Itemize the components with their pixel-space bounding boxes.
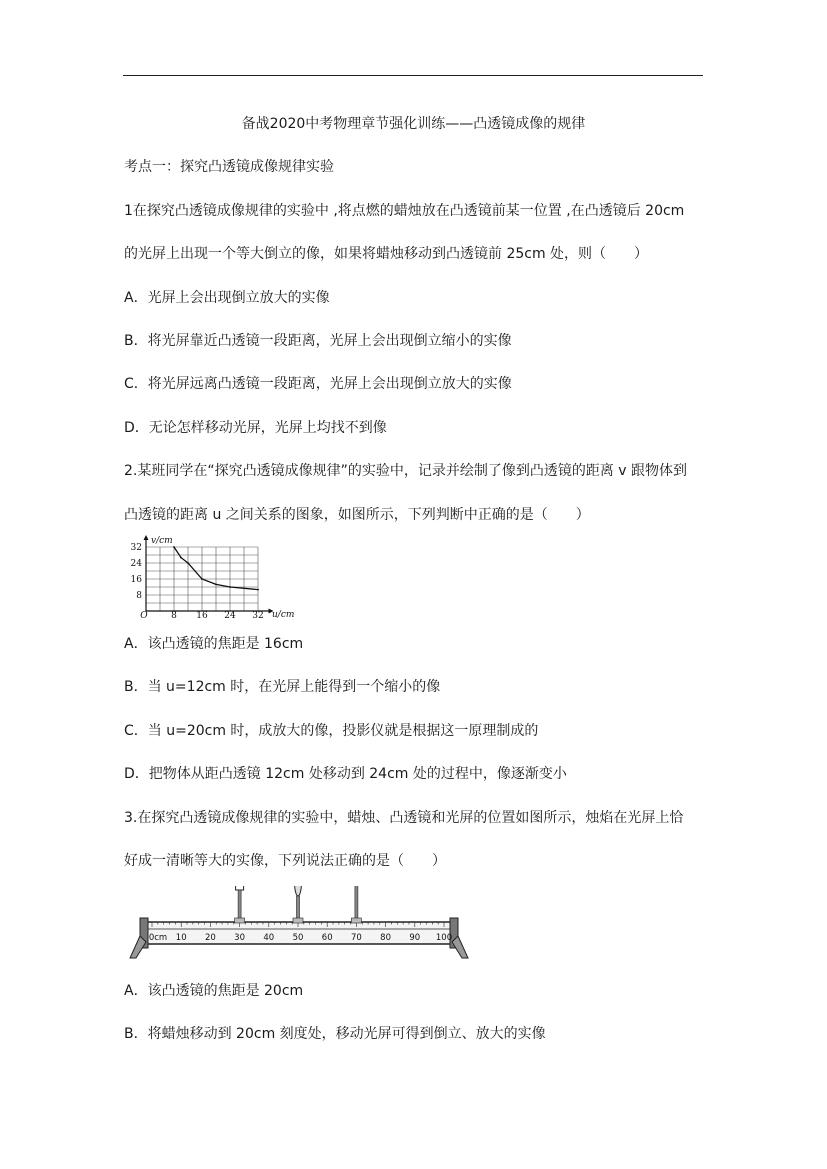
bench-tick-label: 40 (263, 933, 275, 943)
light-screen (349, 886, 363, 923)
origin-label: O (140, 611, 148, 621)
y-tick-label: 16 (130, 575, 142, 585)
x-tick-label: 16 (196, 611, 208, 621)
bench-tick-label: 30 (234, 933, 246, 943)
y-tick-label: 24 (130, 559, 142, 569)
candle-stand (238, 890, 241, 922)
bench-tick-label: 0cm (148, 933, 168, 943)
bench-tick-label: 70 (350, 933, 362, 943)
data-point (257, 589, 259, 591)
lens-icon (295, 886, 302, 896)
screen-stand (355, 886, 358, 922)
q2-option-c: C．当 u=20cm 时，成放大的像，投影仪就是根据这一原理制成的 (124, 723, 539, 739)
optical-bench-figure (128, 886, 470, 962)
y-axis-arrow-icon (144, 535, 149, 540)
x-tick-label: 32 (252, 611, 264, 621)
data-point (229, 586, 231, 588)
data-point (187, 562, 189, 564)
q2-stem-line2: 凸透镜的距离 u 之间关系的图象，如图所示，下列判断中正确的是（ ） (124, 507, 590, 523)
q2-stem-line1: 2.某班同学在“探究凸透镜成像规律”的实验中，记录并绘制了像到凸透镜的距离 v 跟物体到 (124, 463, 688, 479)
bench-tick-label: 60 (321, 933, 333, 943)
q1-option-a: A．光屏上会出现倒立放大的实像 (124, 290, 330, 306)
lens-holder (293, 918, 303, 923)
bench-tick-label: 10 (175, 933, 187, 943)
bench-tick-label: 90 (409, 933, 421, 943)
q3-option-b: B．将蜡烛移动到 20cm 刻度处，移动光屏可得到倒立、放大的实像 (124, 1026, 546, 1042)
v-u-graph (126, 535, 306, 623)
section-heading: 考点一：探究凸透镜成像规律实验 (124, 159, 334, 175)
q1-option-c: C．将光屏远离凸透镜一段距离，光屏上会出现倒立放大的实像 (124, 376, 512, 392)
y-tick-label: 32 (130, 543, 142, 553)
convex-lens (293, 886, 303, 923)
q2-option-d: D．把物体从距凸透镜 12cm 处移动到 24cm 处的过程中，像逐渐变小 (124, 766, 567, 782)
x-tick-label: 24 (224, 611, 236, 621)
bench-tick-label: 80 (380, 933, 392, 943)
q3-stem-line2: 好成一清晰等大的实像，下列说法正确的是（ ） (124, 853, 446, 869)
q3-stem-line1: 3.在探究凸透镜成像规律的实验中，蜡烛、凸透镜和光屏的位置如图所示，烛焰在光屏上恰 (124, 810, 684, 826)
candle (235, 886, 245, 923)
bench-tick-label: 50 (292, 933, 304, 943)
q1-stem-line2: 的光屏上出现一个等大倒立的像，如果将蜡烛移动到凸透镜前 25cm 处，则（ ） (124, 246, 649, 262)
candle-holder (235, 918, 245, 923)
q3-option-a: A．该凸透镜的焦距是 20cm (124, 983, 304, 999)
screen-holder (351, 918, 361, 923)
bench-tick-label: 100 (435, 933, 453, 943)
candle-body (236, 886, 244, 890)
y-tick-label: 8 (136, 591, 142, 601)
y-axis-label: v/cm (151, 536, 173, 546)
data-point (201, 578, 203, 580)
data-point (180, 557, 182, 559)
header-rule (123, 75, 703, 76)
q2-option-b: B．当 u=12cm 时，在光屏上能得到一个缩小的像 (124, 679, 441, 695)
q1-option-b: B．将光屏靠近凸透镜一段距离，光屏上会出现倒立缩小的实像 (124, 333, 512, 349)
q2-option-a: A．该凸透镜的焦距是 16cm (124, 636, 304, 652)
x-tick-label: 8 (171, 611, 177, 621)
x-axis-label: u/cm (272, 610, 295, 620)
q1-stem-line1: 1在探究凸透镜成像规律的实验中 ,将点燃的蜡烛放在凸透镜前某一位置 ,在凸透镜后 20cm (124, 203, 685, 219)
q1-option-d: D．无论怎样移动光屏，光屏上均找不到像 (124, 420, 387, 436)
page-title: 备战2020中考物理章节强化训练——凸透镜成像的规律 (241, 116, 586, 132)
chart-tick-labels (131, 536, 295, 621)
data-point (215, 584, 217, 586)
data-point (173, 546, 175, 548)
bench-tick-label: 20 (204, 933, 216, 943)
